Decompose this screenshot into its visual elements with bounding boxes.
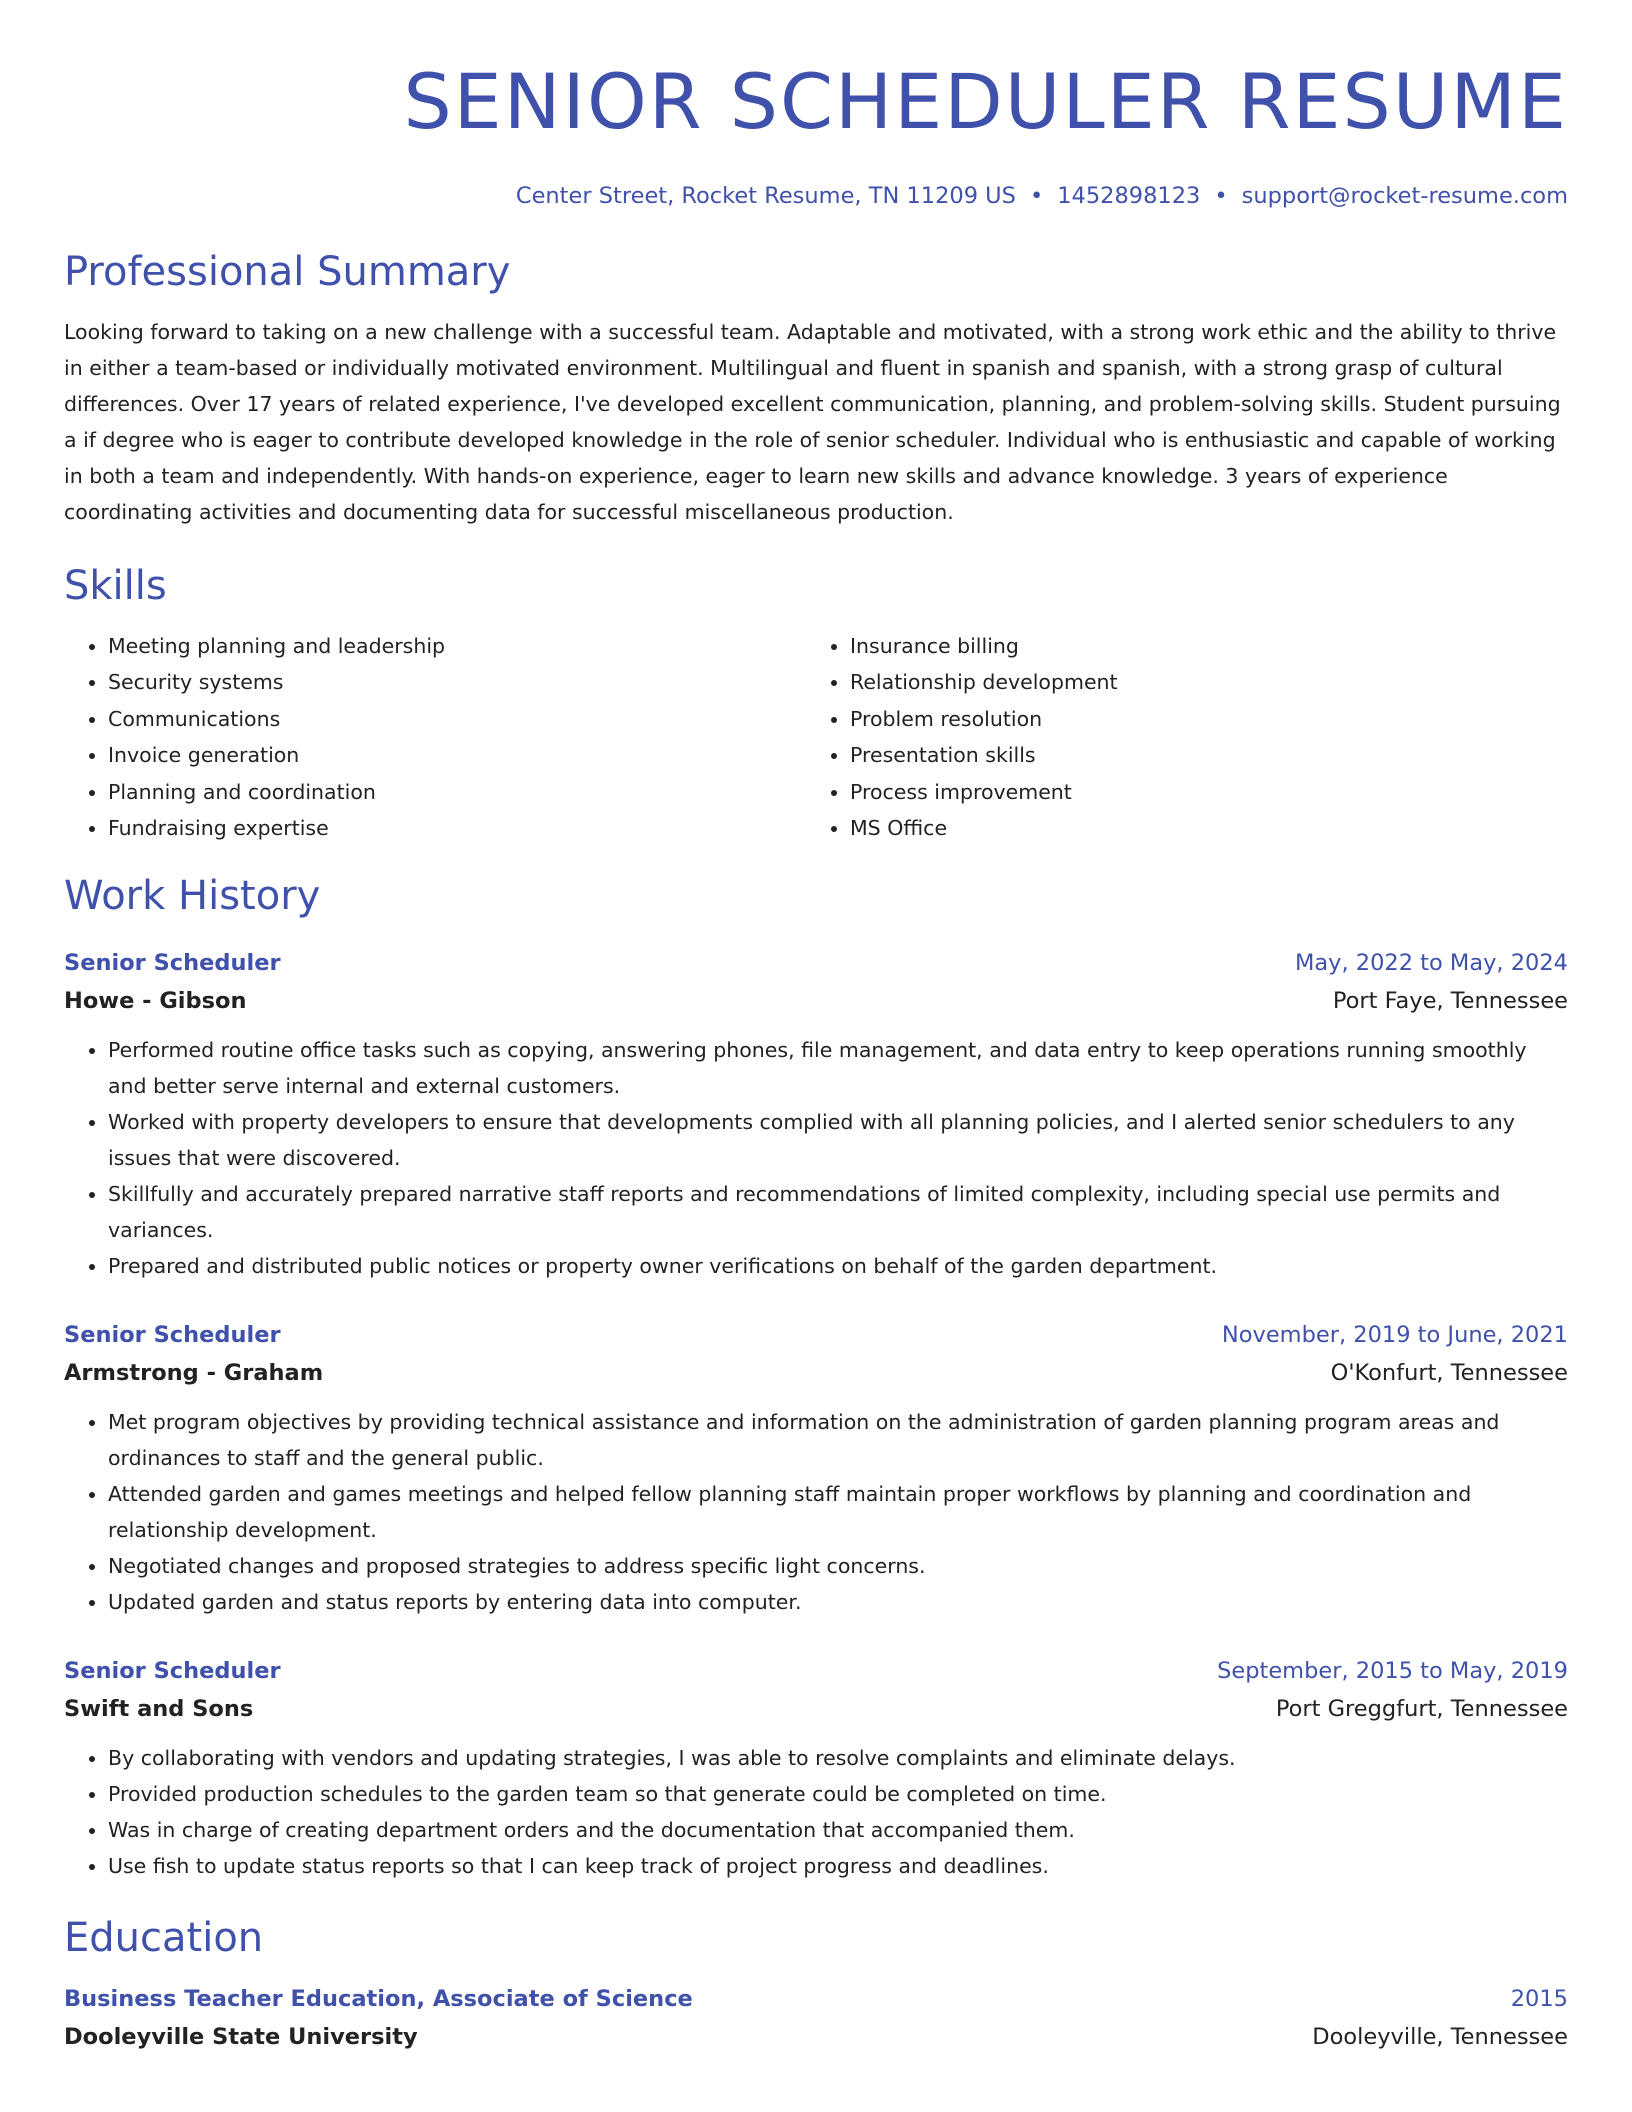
education-heading: Education	[64, 1915, 264, 1962]
contact-email: support@rocket-resume.com	[1241, 183, 1568, 209]
skill-item: • Problem resolution	[850, 701, 1548, 737]
job-company: Swift and Sons	[64, 1696, 254, 1723]
job-bullet: • Use fish to update status reports so that I can keep track of project progress and deadlines.	[108, 1848, 1568, 1884]
skills-right-column	[806, 628, 1548, 846]
job-location: Port Faye, Tennessee	[1332, 988, 1568, 1015]
job-location: Port Greggfurt, Tennessee	[1275, 1696, 1568, 1723]
education-degree-row	[64, 1980, 1568, 2018]
job-company: Armstrong - Graham	[64, 1360, 324, 1387]
contact-line	[64, 178, 1568, 214]
job-bullets	[64, 1404, 1568, 1620]
skills-heading: Skills	[64, 563, 167, 609]
job-dates: November, 2019 to June, 2021	[1221, 1322, 1568, 1349]
education-school: Dooleyville State University	[64, 2024, 418, 2051]
job-entry	[64, 1316, 1568, 1620]
education-degree: Business Teacher Education, Associate of Science	[64, 1986, 693, 2013]
job-bullet: • Prepared and distributed public notices or property owner verifications on behalf of the garden department.	[108, 1248, 1568, 1284]
job-dates: September, 2015 to May, 2019	[1217, 1658, 1568, 1685]
resume-header	[64, 52, 1568, 214]
job-bullet: • Met program objectives by providing technical assistance and information on the administration of garden planning program areas and ordinances to staff and the general public.	[108, 1404, 1568, 1476]
summary-heading: Professional Summary	[64, 249, 511, 295]
skill-item: • Security systems	[108, 664, 806, 700]
skill-item: • Presentation skills	[850, 737, 1548, 773]
job-bullet: • Provided production schedules to the garden team so that generate could be completed on time.	[108, 1776, 1568, 1812]
skill-item: • Communications	[108, 701, 806, 737]
job-location: O'Konfurt, Tennessee	[1330, 1360, 1568, 1387]
skills-left-column	[64, 628, 806, 846]
skill-item: • Invoice generation	[108, 737, 806, 773]
job-role: Senior Scheduler	[64, 950, 281, 977]
job-title-row	[64, 1652, 1568, 1690]
education-entry	[64, 1980, 1568, 2056]
education-location: Dooleyville, Tennessee	[1312, 2024, 1568, 2051]
skill-item: • Meeting planning and leadership	[108, 628, 806, 664]
skill-item: • Fundraising expertise	[108, 810, 806, 846]
job-company-row	[64, 982, 1568, 1020]
education-school-row	[64, 2018, 1568, 2056]
job-bullets	[64, 1740, 1568, 1884]
job-title-row	[64, 1316, 1568, 1354]
job-bullets	[64, 1032, 1568, 1284]
skill-item: • Planning and coordination	[108, 774, 806, 810]
contact-separator: •	[1029, 183, 1044, 209]
job-dates: May, 2022 to May, 2024	[1294, 950, 1568, 977]
job-entry	[64, 1652, 1568, 1884]
skills-list	[64, 628, 1568, 846]
job-bullet: • Skillfully and accurately prepared narrative staff reports and recommendations of limited complexity, including special use permits and variances.	[108, 1176, 1568, 1248]
skill-item: • Process improvement	[850, 774, 1548, 810]
education-year: 2015	[1510, 1986, 1568, 2013]
skill-item: • Relationship development	[850, 664, 1548, 700]
job-company-row	[64, 1354, 1568, 1392]
job-role: Senior Scheduler	[64, 1322, 281, 1349]
job-bullet: • Performed routine office tasks such as copying, answering phones, file management, and data entry to keep operations running smoothly and better serve internal and external customers.	[108, 1032, 1568, 1104]
job-title-row	[64, 944, 1568, 982]
summary-text: Looking forward to taking on a new challenge with a successful team. Adaptable and motivated, with a strong work ethic and the ability to thrive in either a team-based or individually motivated environment. Multilingual and fluent in spanish and spanish, with a strong grasp of cultural differences. Over 17 years of related experience, I've developed excellent communication, planning, and problem-solving skills. Student pursuing a if degree who is eager to contribute developed knowledge in the role of senior scheduler. Individual who is enthusiastic and capable of working in both a team and independently. With hands-on experience, eager to learn new skills and advance knowledge. 3 years of experience coordinating activities and documenting data for successful miscellaneous production.	[64, 320, 1561, 524]
contact-separator: •	[1214, 183, 1228, 209]
resume-title: SENIOR SCHEDULER RESUME	[403, 57, 1568, 146]
job-bullet: • Updated garden and status reports by entering data into computer.	[108, 1584, 1568, 1620]
job-entry	[64, 944, 1568, 1284]
contact-phone: 1452898123	[1057, 183, 1201, 209]
work-history-heading: Work History	[64, 873, 321, 920]
skill-item: • MS Office	[850, 810, 1548, 846]
job-bullet: • Negotiated changes and proposed strategies to address specific light concerns.	[108, 1548, 1568, 1584]
job-role: Senior Scheduler	[64, 1658, 281, 1685]
contact-address: Center Street, Rocket Resume, TN 11209 US	[515, 183, 1016, 209]
job-bullet: • By collaborating with vendors and updating strategies, I was able to resolve complaints and eliminate delays.	[108, 1740, 1568, 1776]
job-company-row	[64, 1690, 1568, 1728]
job-bullet: • Attended garden and games meetings and helped fellow planning staff maintain proper workflows by planning and coordination and relationship development.	[108, 1476, 1568, 1548]
job-bullet: • Was in charge of creating department orders and the documentation that accompanied them.	[108, 1812, 1568, 1848]
job-company: Howe - Gibson	[64, 988, 247, 1015]
skill-item: • Insurance billing	[850, 628, 1548, 664]
job-bullet: • Worked with property developers to ensure that developments complied with all planning policies, and I alerted senior schedulers to any issues that were discovered.	[108, 1104, 1568, 1176]
